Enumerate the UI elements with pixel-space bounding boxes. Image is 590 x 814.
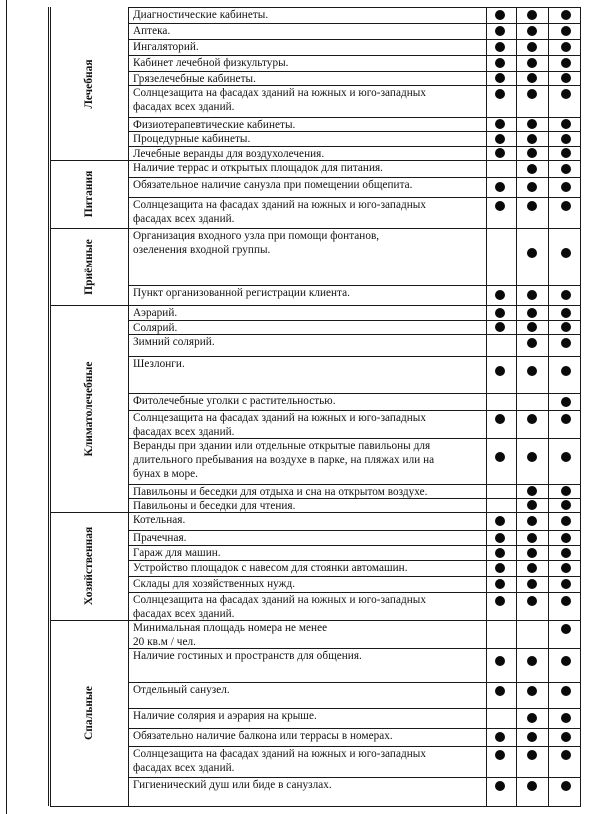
requirement-mark-dot (495, 148, 505, 158)
requirement-text: Солнцезащита на фасадах зданий на южных и юго-западных фасадах всех зданий. (133, 412, 426, 438)
requirement-mark-dot (527, 10, 537, 20)
requirement-text: Процедурные кабинеты. (133, 133, 251, 145)
requirement-text: Аптека. (133, 25, 171, 37)
requirement-mark-dot (561, 338, 571, 348)
requirement-mark-dot (561, 713, 571, 723)
requirement-mark-dot (561, 322, 571, 332)
requirement-mark-dot (527, 148, 537, 158)
requirement-mark-dot (561, 596, 571, 606)
requirement-mark-dot (495, 10, 505, 20)
requirement-mark-dot (561, 516, 571, 526)
requirement-text: Минимальная площадь номера не менее 20 кв.м / чел. (133, 622, 328, 648)
requirement-mark-dot (495, 26, 505, 36)
requirement-text: Павильоны и беседки для чтения. (133, 500, 296, 512)
requirement-mark-dot (495, 201, 505, 211)
requirement-mark-dot (561, 164, 571, 174)
section-label: Приёмные (83, 238, 95, 295)
requirement-mark-dot (495, 750, 505, 760)
requirement-mark-dot (527, 548, 537, 558)
requirement-text: Гигиенический душ или биде в санузлах. (133, 779, 332, 791)
column-divider-line (516, 7, 517, 806)
requirement-text: Котельная. (133, 514, 186, 526)
requirement-mark-dot (561, 732, 571, 742)
requirement-mark-dot (527, 338, 537, 348)
requirement-text: Фитолечебные уголки с растительностью. (133, 395, 336, 407)
requirement-mark-dot (561, 452, 571, 462)
requirement-mark-dot (527, 516, 537, 526)
requirement-mark-dot (527, 713, 537, 723)
requirement-mark-dot (495, 732, 505, 742)
requirement-mark-dot (495, 119, 505, 129)
requirement-mark-dot (561, 414, 571, 424)
requirement-mark-dot (561, 10, 571, 20)
requirement-mark-dot (527, 579, 537, 589)
requirement-mark-dot (495, 290, 505, 300)
requirement-text: Лечебные веранды для воздухолечения. (133, 148, 325, 160)
requirement-mark-dot (561, 201, 571, 211)
requirement-mark-dot (561, 366, 571, 376)
requirement-mark-dot (561, 248, 571, 258)
requirement-mark-dot (495, 322, 505, 332)
requirement-text: Организация входного узла при помощи фонтанов, озеленения входной группы. (133, 230, 380, 256)
requirement-text: Солнцезащита на фасадах зданий на южных и юго-западных фасадах всех зданий. (133, 594, 426, 620)
requirement-text: Кабинет лечебной физкультуры. (133, 57, 289, 69)
requirement-text: Наличие солярия и аэрария на крыше. (133, 710, 317, 722)
requirement-mark-dot (495, 516, 505, 526)
requirement-mark-dot (527, 134, 537, 144)
requirement-text: Солнцезащита на фасадах зданий на южных и юго-западных фасадах всех зданий. (133, 199, 426, 225)
requirement-mark-dot (527, 500, 537, 510)
requirement-text: Зимний солярий. (133, 336, 215, 348)
section-label: Хозяйственная (83, 526, 95, 606)
left-border-line (6, 0, 7, 814)
requirement-mark-dot (495, 73, 505, 83)
requirement-text: Солнцезащита на фасадах зданий на южных и юго-западных фасадах всех зданий. (133, 87, 426, 113)
requirement-text: Павильоны и беседки для отдыха и сна на открытом воздухе. (133, 486, 428, 498)
requirement-mark-dot (561, 73, 571, 83)
requirement-text: Грязелечебные кабинеты. (133, 73, 256, 85)
requirement-mark-dot (527, 322, 537, 332)
requirement-text: Обязательное наличие санузла при помещении общепита. (133, 179, 413, 191)
requirement-mark-dot (495, 548, 505, 558)
requirement-text: Устройство площадок с навесом для стоянки автомашин. (133, 562, 408, 574)
requirement-mark-dot (495, 533, 505, 543)
requirement-mark-dot (561, 656, 571, 666)
requirement-text: Наличие террас и открытых площадок для питания. (133, 162, 384, 174)
requirement-text: Обязательно наличие балкона или террасы в номерах. (133, 730, 393, 742)
requirement-mark-dot (561, 533, 571, 543)
requirement-text: Гараж для машин. (133, 547, 221, 559)
requirement-mark-dot (561, 58, 571, 68)
requirement-mark-dot (527, 89, 537, 99)
requirement-mark-dot (527, 366, 537, 376)
requirement-mark-dot (561, 42, 571, 52)
requirement-mark-dot (527, 781, 537, 791)
requirement-mark-dot (561, 89, 571, 99)
requirement-mark-dot (527, 164, 537, 174)
requirement-mark-dot (561, 397, 571, 407)
column-divider-line (486, 7, 487, 806)
requirement-mark-dot (527, 486, 537, 496)
requirement-mark-dot (495, 89, 505, 99)
requirement-mark-dot (495, 563, 505, 573)
requirement-mark-dot (527, 452, 537, 462)
column-divider-line (50, 7, 51, 806)
requirement-text: Отдельный санузел. (133, 684, 230, 696)
requirement-mark-dot (527, 119, 537, 129)
section-label: Питания (83, 170, 95, 218)
requirement-mark-dot (527, 42, 537, 52)
requirement-mark-dot (527, 248, 537, 258)
requirement-text: Солярий. (133, 322, 178, 334)
requirement-mark-dot (527, 596, 537, 606)
requirement-mark-dot (527, 26, 537, 36)
requirement-mark-dot (561, 548, 571, 558)
requirement-mark-dot (495, 58, 505, 68)
requirement-mark-dot (527, 686, 537, 696)
requirement-mark-dot (561, 134, 571, 144)
requirement-mark-dot (495, 414, 505, 424)
requirement-mark-dot (561, 579, 571, 589)
requirement-mark-dot (495, 452, 505, 462)
requirement-mark-dot (561, 26, 571, 36)
requirement-text: Солнцезащита на фасадах зданий на южных и юго-западных фасадах всех зданий. (133, 748, 426, 774)
requirement-text: Диагностические кабинеты. (133, 9, 269, 21)
requirement-mark-dot (527, 414, 537, 424)
requirement-mark-dot (561, 624, 571, 634)
requirement-text: Физиотерапевтические кабинеты. (133, 119, 296, 131)
requirement-mark-dot (527, 732, 537, 742)
section-label: Климатолечебные (83, 360, 95, 457)
requirement-text: Наличие гостиных и пространств для общения. (133, 650, 362, 662)
requirement-mark-dot (561, 500, 571, 510)
requirement-mark-dot (527, 533, 537, 543)
requirement-mark-dot (495, 656, 505, 666)
requirement-mark-dot (495, 308, 505, 318)
requirement-mark-dot (561, 148, 571, 158)
requirement-mark-dot (495, 42, 505, 52)
requirement-text: Веранды при здании или отдельные открытые павильоны для длительного пребывания на воздухе в парке, на пляжах или на бунах в море. (133, 440, 435, 480)
section-label: Спальные (83, 685, 95, 741)
requirement-mark-dot (495, 579, 505, 589)
requirement-mark-dot (561, 182, 571, 192)
requirement-mark-dot (527, 563, 537, 573)
section-label: Лечебная (83, 58, 95, 109)
requirement-mark-dot (561, 308, 571, 318)
requirement-text: Прачечная. (133, 532, 187, 544)
column-divider-line (48, 7, 49, 806)
requirement-text: Ингаляторий. (133, 41, 199, 53)
requirement-text: Склады для хозяйственных нужд. (133, 578, 296, 590)
column-divider-line (548, 7, 549, 806)
requirement-mark-dot (495, 366, 505, 376)
requirement-mark-dot (561, 563, 571, 573)
requirement-mark-dot (561, 119, 571, 129)
requirement-text: Пункт организованной регистрации клиента. (133, 287, 350, 299)
requirement-mark-dot (527, 73, 537, 83)
requirement-mark-dot (527, 58, 537, 68)
column-divider-line (580, 7, 581, 806)
requirement-mark-dot (527, 656, 537, 666)
requirement-mark-dot (495, 134, 505, 144)
requirement-mark-dot (527, 201, 537, 211)
requirement-text: Аэрарий. (133, 307, 178, 319)
requirement-mark-dot (527, 182, 537, 192)
requirement-mark-dot (561, 686, 571, 696)
requirement-mark-dot (495, 596, 505, 606)
requirement-mark-dot (527, 290, 537, 300)
requirement-mark-dot (495, 686, 505, 696)
requirement-mark-dot (527, 308, 537, 318)
column-divider-line (128, 7, 129, 806)
requirement-mark-dot (561, 781, 571, 791)
requirement-text: Шезлонги. (133, 358, 185, 370)
section-divider-line (50, 806, 581, 807)
requirement-mark-dot (495, 182, 505, 192)
requirement-mark-dot (527, 750, 537, 760)
requirement-mark-dot (561, 750, 571, 760)
requirement-mark-dot (561, 486, 571, 496)
requirement-mark-dot (561, 290, 571, 300)
requirement-mark-dot (495, 781, 505, 791)
